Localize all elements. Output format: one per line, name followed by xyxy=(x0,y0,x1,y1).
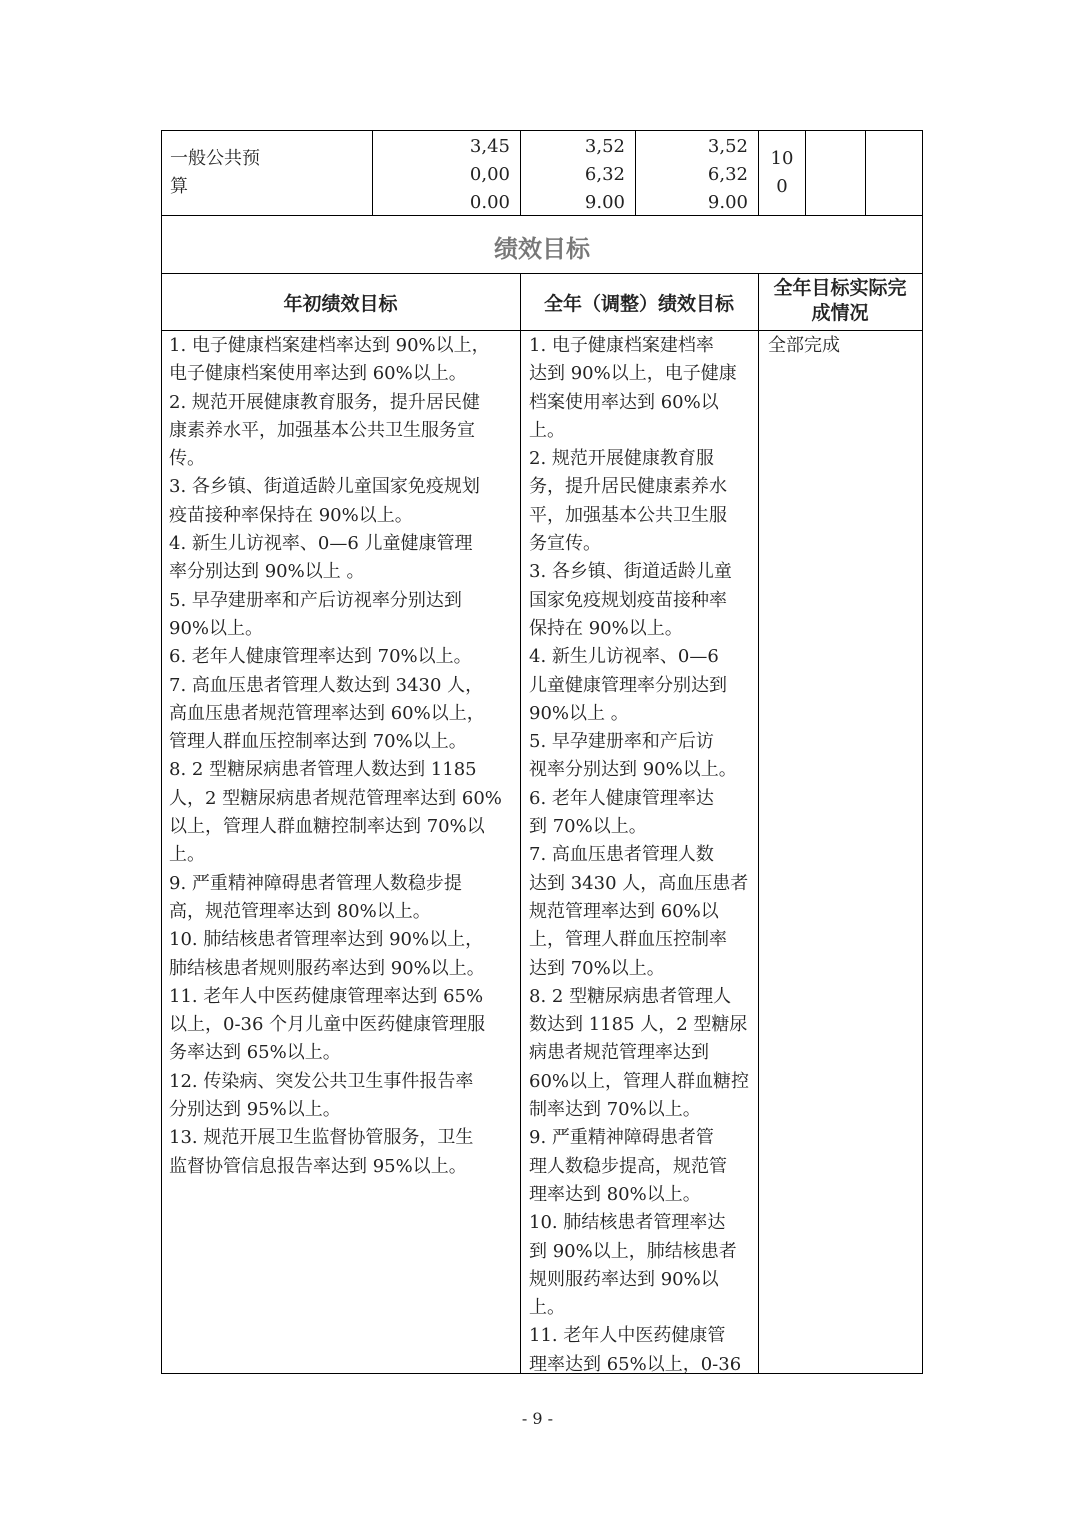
actual-completion-text xyxy=(768,332,840,360)
goal-line: 国家免疫规划疫苗接种率 xyxy=(529,589,727,611)
goal-line: 制率达到 70%以上。 xyxy=(529,1099,701,1121)
goal-line: 平，加强基本公共卫生服 xyxy=(529,504,727,526)
value-line: 6,32 xyxy=(584,164,625,185)
value-line: 10 xyxy=(770,148,794,169)
budget-adjusted-value xyxy=(525,133,625,217)
goal-line: 11. 老年人中医药健康管 xyxy=(529,1325,726,1347)
goal-line: 以上，0-36 个月儿童中医药健康管理服 xyxy=(169,1014,486,1036)
goal-line: 康素养水平，加强基本公共卫生服务宣 xyxy=(169,419,475,441)
goal-line: 上。 xyxy=(529,419,565,441)
goal-line: 高血压患者规范管理率达到 60%以上， xyxy=(169,702,485,724)
goal-line: 6. 老年人健康管理率达到 70%以上。 xyxy=(169,646,472,668)
goal-line: 传。 xyxy=(169,448,205,470)
goal-line: 规范管理率达到 60%以 xyxy=(529,900,719,922)
goal-line: 务宣传。 xyxy=(529,533,601,555)
table-border xyxy=(161,330,923,331)
goal-line: 以上，管理人群血糖控制率达到 70%以 xyxy=(169,816,485,838)
goal-line: 1. 电子健康档案建档率 xyxy=(529,335,714,356)
goal-line: 4. 新生儿访视率、0—6 xyxy=(529,646,719,668)
budget-label-line: 算 xyxy=(170,176,188,198)
goal-line: 9. 严重精神障碍患者管 xyxy=(529,1127,714,1149)
header-initial-goals: 年初绩效目标 xyxy=(283,293,398,315)
goal-line: 4. 新生儿访视率、0—6 儿童健康管理 xyxy=(169,533,473,555)
budget-label xyxy=(170,145,260,202)
goal-line: 达到 70%以上。 xyxy=(529,957,665,979)
goal-line: 视率分别达到 90%以上。 xyxy=(529,759,737,781)
goal-line: 人，2 型糖尿病患者规范管理率达到 60% xyxy=(169,787,502,809)
goal-line: 理率达到 65%以上，0-36 xyxy=(529,1353,742,1375)
goal-line: 90%以上 。 xyxy=(529,702,629,724)
goal-line: 90%以上。 xyxy=(169,617,264,639)
goal-line: 8. 2 型糖尿病患者管理人 xyxy=(529,985,732,1007)
budget-label-line: 一般公共预 xyxy=(170,148,260,169)
table-border xyxy=(865,130,866,215)
goal-line: 3. 各乡镇、街道适龄儿童 xyxy=(529,561,732,583)
goal-line: 上。 xyxy=(529,1297,565,1319)
goal-line: 务率达到 65%以上。 xyxy=(169,1042,341,1064)
goal-line: 2. 规范开展健康教育服务，提升居民健 xyxy=(169,391,480,413)
goal-line: 病患者规范管理率达到 xyxy=(529,1042,709,1064)
goal-line: 上。 xyxy=(169,844,205,866)
goal-line: 分别达到 95%以上。 xyxy=(169,1099,341,1121)
page-number: - 9 - xyxy=(521,1409,554,1428)
goal-line: 12. 传染病、突发公共卫生事件报告率 xyxy=(169,1070,474,1092)
goal-line: 全部完成 xyxy=(768,335,840,356)
budget-actual-value xyxy=(640,133,748,217)
goal-line: 1. 电子健康档案建档率达到 90%以上， xyxy=(169,335,490,356)
goal-line: 肺结核患者规则服药率达到 90%以上。 xyxy=(169,957,485,979)
goal-line: 到 90%以上，肺结核患者 xyxy=(529,1240,737,1262)
goal-line: 7. 高血压患者管理人数达到 3430 人， xyxy=(169,674,484,696)
goal-line: 13. 规范开展卫生监督协管服务，卫生 xyxy=(169,1127,474,1149)
goal-line: 5. 早孕建册率和产后访 xyxy=(529,731,714,753)
adjusted-goals-text xyxy=(529,332,749,1379)
goal-line: 达到 90%以上，电子健康 xyxy=(529,363,737,385)
goal-line: 达到 3430 人，高血压患者 xyxy=(529,872,749,894)
goal-line: 高，规范管理率达到 80%以上。 xyxy=(169,900,431,922)
goal-line: 9. 严重精神障碍患者管理人数稳步提 xyxy=(169,872,462,894)
value-line: 3,52 xyxy=(584,136,625,157)
value-line: 0.00 xyxy=(469,192,510,213)
goal-line: 5. 早孕建册率和产后访视率分别达到 xyxy=(169,589,462,611)
goal-line: 保持在 90%以上。 xyxy=(529,617,683,639)
value-line: 9.00 xyxy=(707,192,748,213)
value-line: 6,32 xyxy=(707,164,748,185)
goal-line: 2. 规范开展健康教育服 xyxy=(529,448,714,470)
table-border xyxy=(635,130,636,215)
goal-line: 8. 2 型糖尿病患者管理人数达到 1185 xyxy=(169,759,477,781)
header-line: 全年目标实际完 xyxy=(773,277,907,299)
goal-line: 3. 各乡镇、街道适龄儿童国家免疫规划 xyxy=(169,476,480,498)
value-line: 0,00 xyxy=(469,164,510,185)
value-line: 0 xyxy=(776,176,788,197)
header-line: 成情况 xyxy=(811,302,869,324)
goal-line: 档案使用率达到 60%以 xyxy=(529,391,719,413)
goal-line: 11. 老年人中医药健康管理率达到 65% xyxy=(169,985,484,1007)
initial-goals-text xyxy=(169,332,502,1181)
table-border xyxy=(520,273,521,1373)
goal-line: 务，提升居民健康素养水 xyxy=(529,476,727,498)
goal-line: 理人数稳步提高，规范管 xyxy=(529,1155,727,1177)
goal-line: 7. 高血压患者管理人数 xyxy=(529,844,714,866)
header-actual-completion xyxy=(758,276,922,326)
table-border xyxy=(520,130,521,215)
value-line: 3,45 xyxy=(469,136,510,157)
goal-line: 儿童健康管理率分别达到 xyxy=(529,674,727,696)
goal-line: 6. 老年人健康管理率达 xyxy=(529,787,714,809)
table-border xyxy=(161,273,923,274)
table-border xyxy=(372,130,373,215)
value-line: 3,52 xyxy=(707,136,748,157)
table-border xyxy=(161,130,923,131)
section-title: 绩效目标 xyxy=(494,235,590,263)
goal-line: 管理人群血压控制率达到 70%以上。 xyxy=(169,731,467,753)
goal-line: 到 70%以上。 xyxy=(529,816,647,838)
table-border xyxy=(922,130,923,1374)
table-border xyxy=(758,273,759,1373)
goal-line: 电子健康档案使用率达到 60%以上。 xyxy=(169,363,467,385)
goal-line: 60%以上，管理人群血糖控 xyxy=(529,1070,750,1092)
goal-line: 10. 肺结核患者管理率达 xyxy=(529,1212,726,1234)
goal-line: 率分别达到 90%以上 。 xyxy=(169,561,365,583)
goal-line: 监督协管信息报告率达到 95%以上。 xyxy=(169,1155,467,1177)
table-border xyxy=(805,130,806,215)
goal-line: 10. 肺结核患者管理率达到 90%以上， xyxy=(169,929,484,951)
goal-line: 理率达到 80%以上。 xyxy=(529,1183,701,1205)
goal-line: 疫苗接种率保持在 90%以上。 xyxy=(169,504,413,526)
header-adjusted-goals: 全年（调整）绩效目标 xyxy=(543,293,734,315)
goal-line: 上，管理人群血压控制率 xyxy=(529,929,727,951)
budget-initial-value xyxy=(380,133,510,217)
goal-line: 规则服药率达到 90%以 xyxy=(529,1268,719,1290)
budget-rate-value xyxy=(759,145,805,201)
value-line: 9.00 xyxy=(584,192,625,213)
goal-line: 数达到 1185 人，2 型糖尿 xyxy=(529,1014,748,1036)
table-border xyxy=(161,130,162,1374)
